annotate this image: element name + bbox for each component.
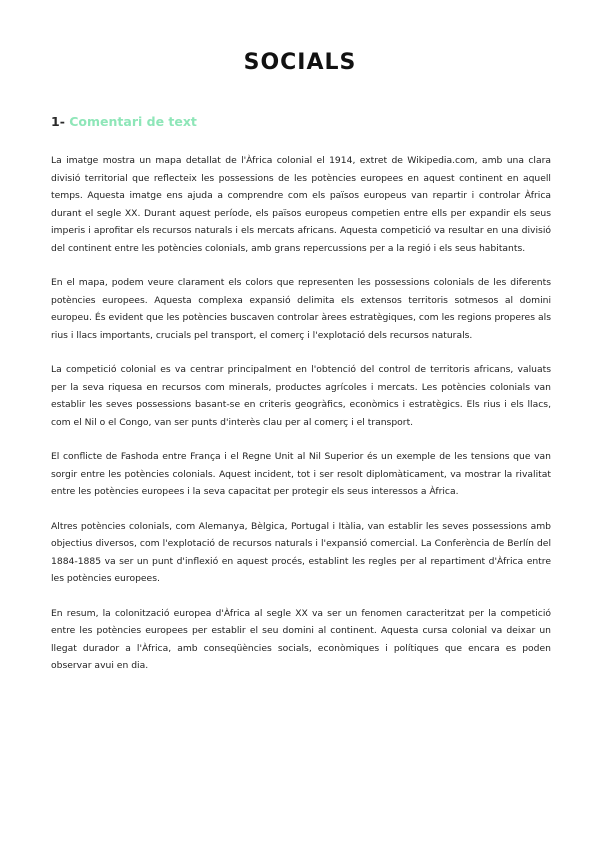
page-title: SOCIALS — [243, 50, 357, 75]
paragraph-4: El conflicte de Fashoda entre França i el Regne Unit al Nil Superior és un exemple de les tensions que van sorgir entre les potències colonials. Aquest incident, tot i ser resolt diplomàticament, va mostrar la rivalitat entre les potències europees i la seva capacitat per protegir els seus interessos a Àfrica. — [51, 451, 551, 497]
section-label: Comentari de text — [69, 114, 197, 129]
section-heading — [51, 114, 197, 129]
section-number: 1- — [51, 114, 65, 129]
paragraph-5: Altres potències colonials, com Alemanya, Bèlgica, Portugal i Itàlia, van establir les seves possessions amb objectius diversos, com l'explotació de recursos naturals i l'expansió comercial. La Conferència de Berlín del 1884-1885 va ser un punt d'inflexió en aquest procés, establint les regles per al repartiment d'Àfrica entre les potències europees. — [51, 520, 551, 584]
paragraph-6: En resum, la colonització europea d'Àfrica al segle XX va ser un fenomen caracteritzat per la competició entre les potències europees per establir el seu domini al continent. Aquesta cursa colonial va deixar un llegat durador a l'Àfrica, amb conseqüències socials, econòmiques i polítiques que encara es poden observar avui en dia. — [51, 607, 551, 671]
body-text — [51, 152, 551, 692]
paragraph-3: La competició colonial es va centrar principalment en l'obtenció del control de territoris africans, valuats per la seva riquesa en recursos com minerals, productes agrícoles i mercats. Les potències colonials van establir les seves possessions basant-se en criteris geogràfics, econòmics i estratègics. Els rius i els llacs, com el Nil o el Congo, van ser punts d'interès clau per al comerç i el transport. — [51, 364, 551, 428]
paragraph-2: En el mapa, podem veure clarament els colors que representen les possessions colonials de les diferents potències europees. Aquesta complexa expansió delimita els extensos territoris sotmesos al domini europeu. És evident que les potències buscaven controlar àrees estratègiques, com les regions properes als rius i llacs importants, crucials pel transport, el comerç i l'explotació dels recursos naturals. — [51, 277, 551, 341]
paragraph-1: La imatge mostra un mapa detallat de l'Àfrica colonial el 1914, extret de Wikipedia.com, amb una clara divisió territorial que reflecteix les possessions de les potències europees en aquest continent en aquell temps. Aquesta imatge ens ajuda a comprendre com els països europeus van repartir i controlar Àfrica durant el segle XX. Durant aquest període, els països europeus competien entre ells per expandir els seus imperis i aprofitar els recursos naturals i els mercats africans. Aquesta competició va resultar en una divisió del continent entre les potències colonials, amb grans repercussions per a la regió i els seus habitants. — [51, 155, 551, 254]
